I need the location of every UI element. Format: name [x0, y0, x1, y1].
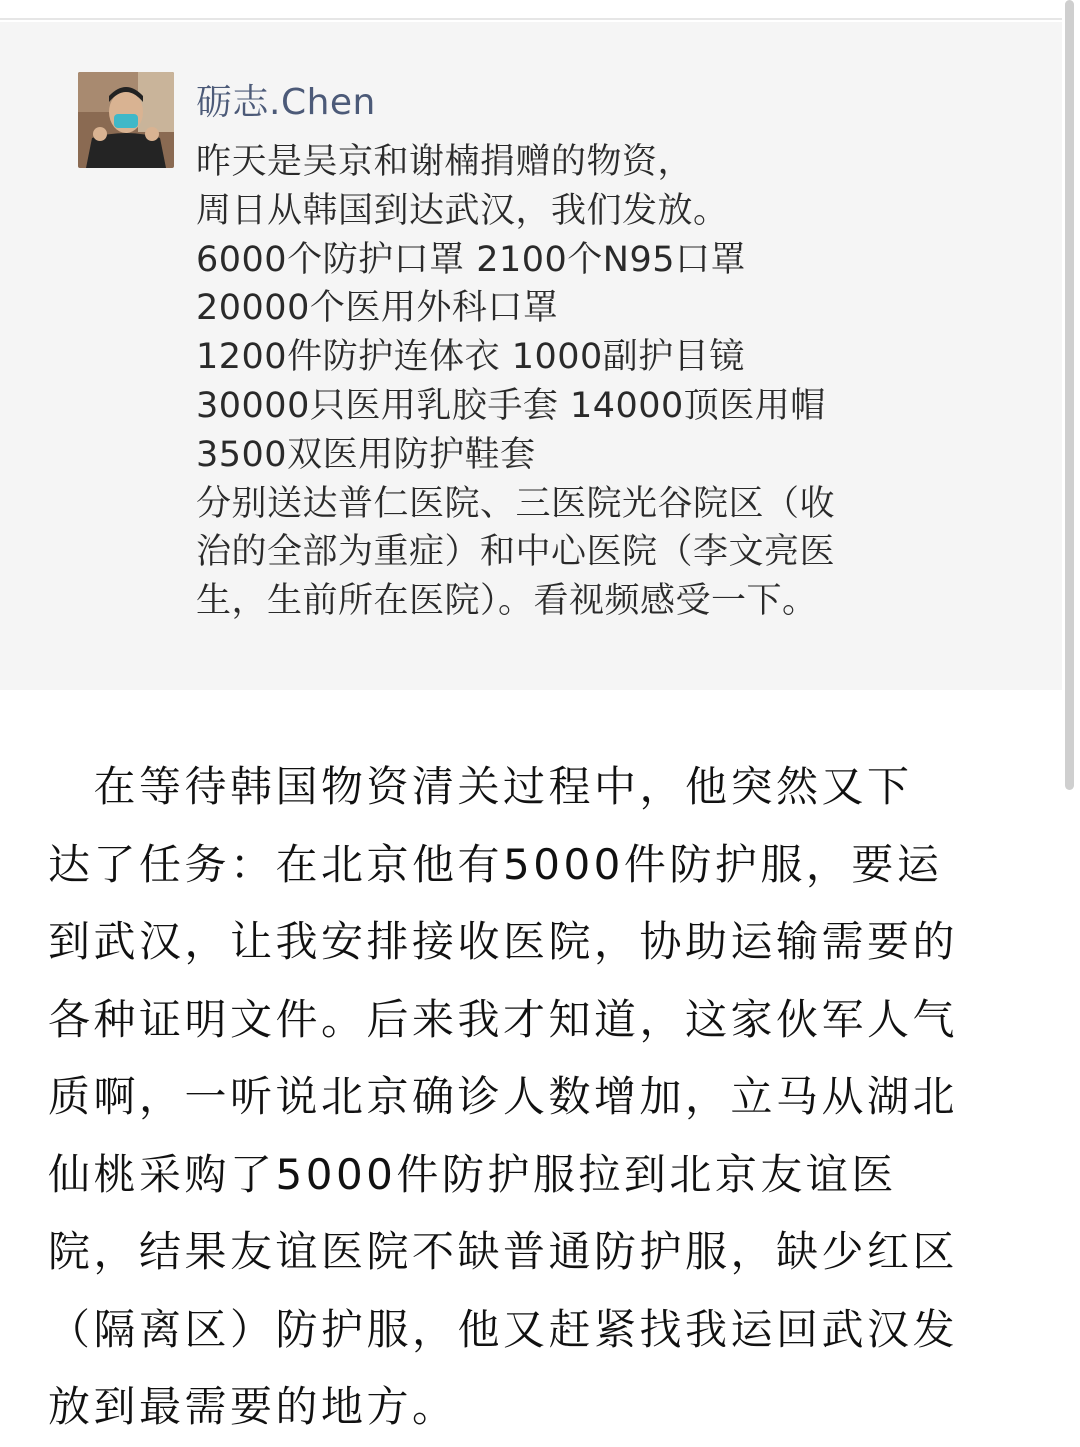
article-line: 质啊，一听说北京确诊人数增加，立马从湖北	[48, 1072, 959, 1121]
article-paragraph	[48, 748, 1033, 1446]
post-body	[196, 138, 996, 626]
avatar[interactable]	[78, 72, 174, 168]
post-line: 20000个医用外科口罩	[196, 288, 559, 329]
scrollbar-thumb[interactable]	[1065, 0, 1074, 790]
post-line: 昨天是吴京和谢楠捐赠的物资，	[196, 142, 694, 182]
post-line: 周日从韩国到达武汉，我们发放。	[196, 190, 729, 231]
post-line: 生，生前所在医院）。看视频感受一下。	[196, 581, 818, 622]
post-line: 30000只医用乳胶手套 14000顶医用帽	[196, 385, 826, 426]
article-line: 院，结果友谊医院不缺普通防护服，缺少红区	[48, 1227, 959, 1276]
post-username[interactable]: 砺志.Chen	[196, 82, 376, 123]
post-line: 治的全部为重症）和中心医院（李文亮医	[196, 532, 836, 573]
article-line: 达了任务：在北京他有5000件防护服，要运	[48, 839, 943, 889]
article-line: 仙桃采购了5000件防护服拉到北京友谊医	[48, 1149, 897, 1199]
avatar-photo-icon	[78, 72, 174, 168]
article-line: （隔离区）防护服，他又赶紧找我运回武汉发	[48, 1304, 959, 1354]
article-line: 各种证明文件。后来我才知道，这家伙军人气	[48, 994, 959, 1044]
article-line: 到武汉，让我安排接收医院，协助运输需要的	[48, 917, 959, 966]
top-divider	[0, 18, 1062, 20]
post-line: 1200件防护连体衣 1000副护目镜	[196, 337, 745, 378]
article-line: 放到最需要的地方。	[48, 1382, 458, 1431]
article-line: 在等待韩国物资清关过程中，他突然又下	[48, 762, 913, 811]
post-line: 分别送达普仁医院、三医院光谷院区（收	[196, 483, 836, 524]
post-line: 3500双医用防护鞋套	[196, 434, 536, 475]
post-line: 6000个防护口罩 2100个N95口罩	[196, 239, 746, 280]
